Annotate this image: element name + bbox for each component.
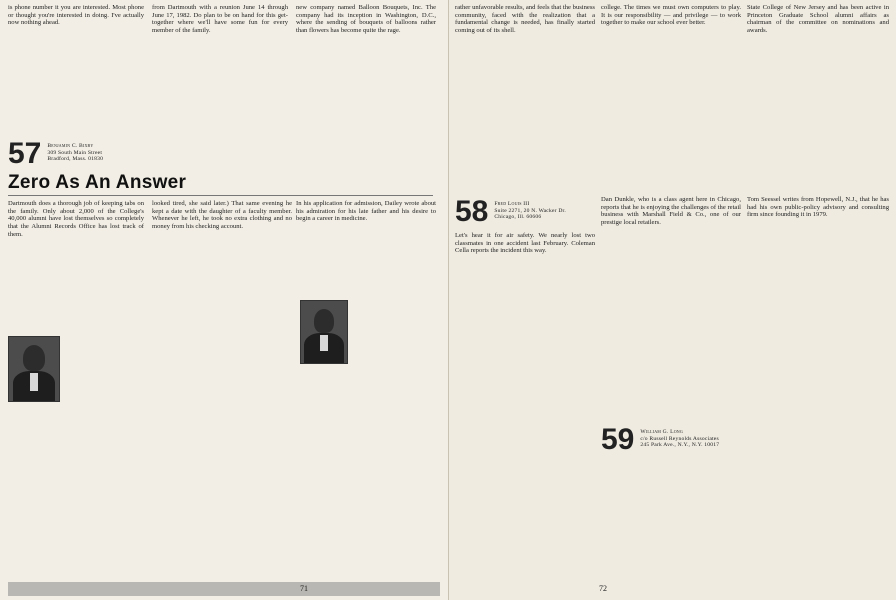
column-text: looked tired, she said later.) That same evening he kept a date with the daughter of a faculty member. Whenever he left, he took no extra clothing and no money from his checking account. [152, 200, 292, 230]
class-secretary-name: Fred Louis III [494, 201, 530, 207]
story-column-1 [8, 200, 144, 580]
class-year-number: 59 [601, 424, 635, 456]
address-line: Chicago, Ill. 60606 [494, 214, 542, 221]
left-column-3 [296, 4, 436, 170]
column-text: Dartmouth does a thorough job of keeping tabs on the family. Only about 2,000 of the College's 40,000 alumni have lost themselves so completely that the Alumni Records Office has lost track of them. [8, 200, 144, 238]
scan-artifact [8, 582, 440, 596]
column-text: from Dartmouth with a reunion June 14 through June 17, 1982. Do plan to be on hand for this get-together where we'll have some fun for every member of the family. [152, 4, 288, 34]
address-line: Suite 2271, 20 N. Wacker Dr. [494, 207, 566, 214]
column-text: college. The times we must own computers to play. It is our responsibility — and privilege — to work together to make our school ever better. [601, 4, 741, 27]
right-column-3 [747, 4, 889, 190]
column-text: rather unfavorable results, and feels that the business community, faced with the realization that a fundamental change is needed, has finally started coming out of its shell. [455, 4, 595, 34]
right-page [448, 0, 896, 600]
column-text: new company named Balloon Bouquets, Inc. The company had its inception in Washington, D.C., where the sending of bouquets of balloons rather than flowers has become quite the rage. [296, 4, 436, 34]
address-line: 245 Park Ave., N.Y., N.Y. 10017 [640, 442, 720, 449]
class-secretary-address [640, 426, 719, 449]
right-column-1 [455, 4, 595, 190]
class-year-number: 58 [455, 196, 489, 228]
bio-58-block [455, 196, 595, 230]
left-column-1 [8, 4, 144, 138]
column-text: is phone number it you are interested. Most phone or thought you're interested in doing. I've actually now nothing ahead. [8, 4, 144, 27]
address-line: Bradford, Mass. 01830 [47, 156, 104, 163]
bio-57-block [8, 138, 144, 170]
left-column-2 [152, 4, 288, 170]
column-text: Let's hear it for air safety. We nearly lost two classmates in one accident last February. Coleman Cella reports the incident this way. [455, 232, 595, 255]
class-secretary-name: William G. Long [640, 429, 683, 435]
class-secretary-address [494, 198, 566, 221]
bio-59-block [601, 424, 741, 460]
address-line: c/o Russell Reynolds Associates [640, 435, 719, 442]
right-lower-column-2 [601, 196, 741, 580]
article-headline: Zero As An Answer [8, 172, 187, 193]
address-line: 309 South Main Street [47, 149, 103, 156]
story-column-2 [152, 200, 292, 580]
story-column-3 [296, 200, 436, 580]
column-text: Dan Dunkle, who is a class agent here in Chicago, reports that he is enjoying the challenges of the retail business with Marshall Field & Co., one of our prestige local retailers. [601, 196, 741, 226]
class-secretary-name: Benjamin C. Bixby [47, 143, 94, 149]
page-number: 71 [300, 584, 308, 593]
column-text: State College of New Jersey and has been active in Princeton Graduate School alumni affairs as chairman of the committee on nominations and awards. [747, 4, 889, 34]
right-lower-column-1 [455, 232, 595, 580]
column-text: Tom Seessel writes from Hopewell, N.J., that he has had his own public-policy advisory and consulting firm since founding it in 1979. [747, 196, 889, 219]
class-year-number: 57 [8, 138, 42, 170]
right-column-2 [601, 4, 741, 190]
headline-rule [8, 195, 433, 196]
class-secretary-address [47, 140, 103, 163]
right-lower-column-3 [747, 196, 889, 580]
column-text: In his application for admission, Dailey wrote about his admiration for his late father and his desire to begin a career in medicine. [296, 200, 436, 223]
page-number: 72 [599, 584, 607, 593]
